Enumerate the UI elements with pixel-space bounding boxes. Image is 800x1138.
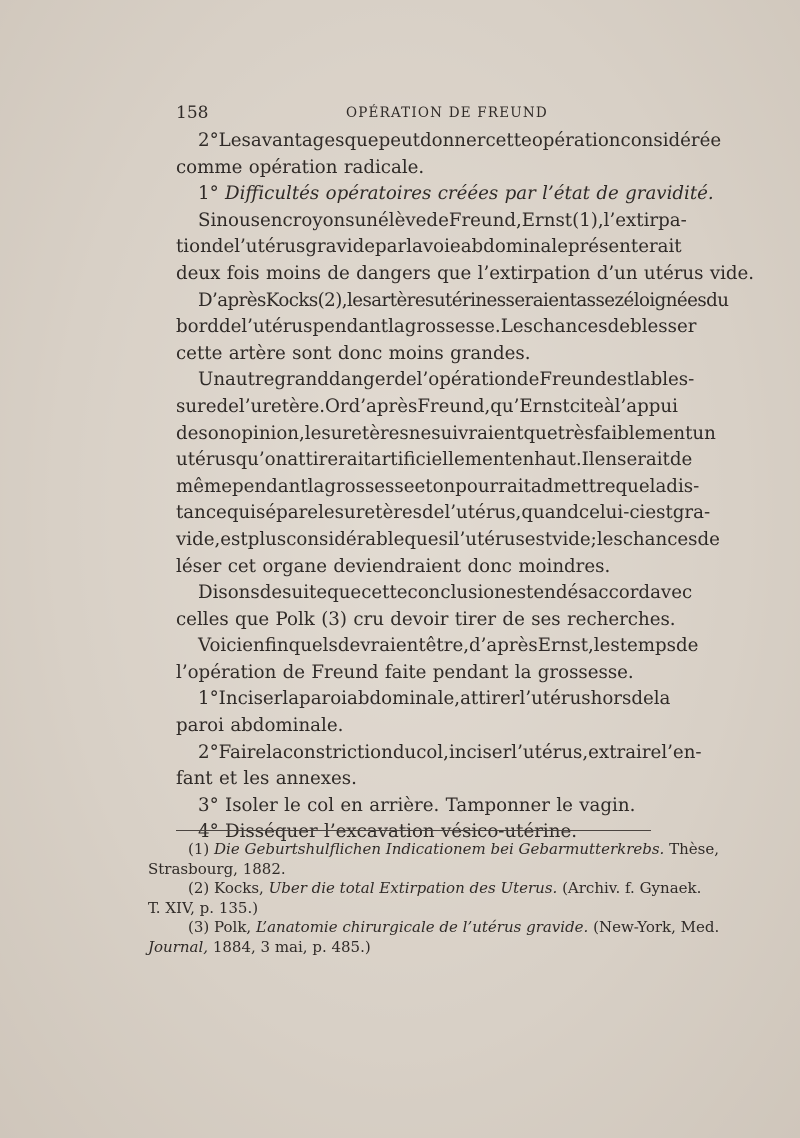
text-line: 1° Inciser la paroi abdominale, attirer l’utérus hors de la xyxy=(198,688,671,710)
text-line: 2° Les avantages que peut donner cette opération considérée xyxy=(198,130,722,151)
text-line: Voici enfin quels devraient être, d’après Ernst, les temps de xyxy=(198,635,699,657)
text-line: 1° Difficultés opératoires créées par l’état de gravidité. xyxy=(198,183,714,205)
text-line: 2° Faire la constriction du col, inciser l’utérus, extraire l’en- xyxy=(198,741,702,763)
footnote-line: Strasbourg, 1882. xyxy=(148,859,286,878)
page-number: 158 xyxy=(176,103,209,123)
text-line: tion de l’utérus gravide par la voie abdominale présenterait xyxy=(176,236,682,258)
text-line: cette artère sont donc moins grandes. xyxy=(176,342,531,364)
footnote-rule xyxy=(176,830,651,831)
body-text xyxy=(176,128,755,846)
page-header xyxy=(176,103,651,125)
text-line: D’après Kocks (2), les artères utérines seraient assez éloignées du xyxy=(198,289,729,311)
text-line: Si nous en croyons un élève de Freund, Ernst (1), l’extirpa- xyxy=(198,209,687,231)
text-line: fant et les annexes. xyxy=(176,768,357,790)
text-line: Disons de suite que cette conclusion est en désaccord avec xyxy=(198,582,693,604)
text-line: 4° Disséquer l’excavation vésico-utérine. xyxy=(198,821,577,843)
footnote-line: (3) Polk, L’anatomie chirurgicale de l’utérus gravide. (New-York, Med. xyxy=(188,918,720,936)
text-line: même pendant la grossesse et on pourrait admettre que la dis- xyxy=(176,475,700,497)
footnotes xyxy=(148,840,720,957)
text-line: sure de l’uretère. Or d’après Freund, qu’Ernst cite à l’appui xyxy=(176,395,678,417)
text-line: tance qui sépare les uretères de l’utérus, quand celui-ci est gra- xyxy=(176,502,711,524)
text-line: utérus qu’on attirerait artificiellement en haut. Il en serait de xyxy=(176,449,693,471)
text-line: léser cet organe deviendraient donc moindres. xyxy=(176,555,611,577)
text-line: l’opération de Freund faite pendant la grossesse. xyxy=(176,661,634,683)
text-line: paroi abdominale. xyxy=(176,715,344,737)
footnote-line: Journal, 1884, 3 mai, p. 485.) xyxy=(148,937,371,956)
text-line: de son opinion, les uretères ne suivraient que très faiblement un xyxy=(176,422,716,444)
footnote-line: T. XIV, p. 135.) xyxy=(148,898,259,917)
text-line: deux fois moins de dangers que l’extirpation d’un utérus vide. xyxy=(176,262,755,284)
running-head: OPÉRATION DE FREUND xyxy=(346,105,548,121)
text-line: vide, est plus considérable que si l’utérus est vide; les chances de xyxy=(176,528,720,550)
text-line: celles que Polk (3) cru devoir tirer de ses recherches. xyxy=(176,608,676,630)
footnote-line: (1) Die Geburtshulflichen Indicationem bei Gebarmutterkrebs. Thèse, xyxy=(188,840,719,858)
text-line: Un autre grand danger de l’opération de Freund est la bles- xyxy=(198,369,695,391)
footnote-line: (2) Kocks, Uber die total Extirpation des Uterus. (Archiv. f. Gynaek. xyxy=(188,879,702,897)
text-line: 3° Isoler le col en arrière. Tamponner le vagin. xyxy=(198,794,636,816)
text-line: bord de l’utérus pendant la grossesse. Les chances de blesser xyxy=(176,316,697,338)
text-line: comme opération radicale. xyxy=(176,156,425,178)
